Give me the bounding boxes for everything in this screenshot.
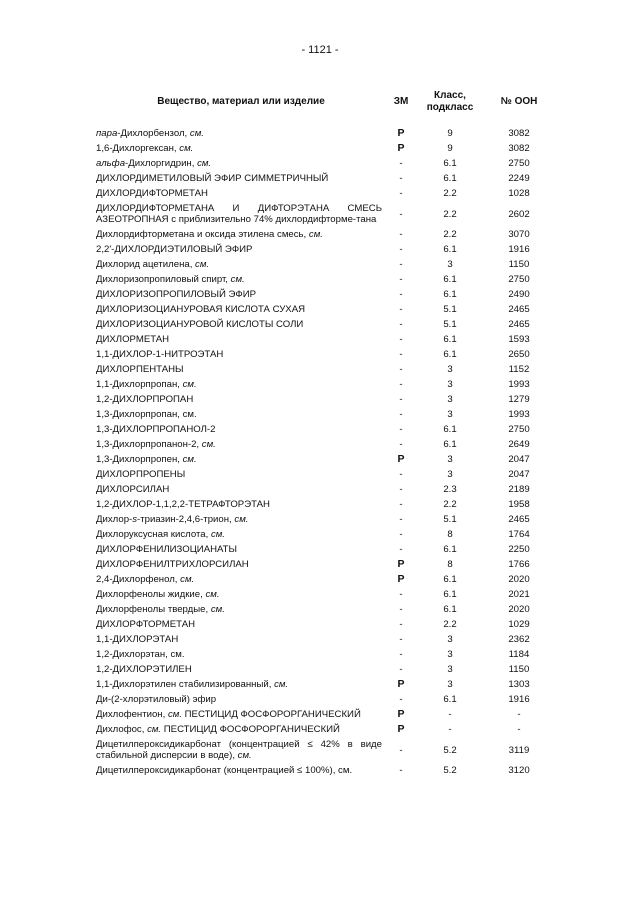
table-row xyxy=(96,707,554,722)
marine-pollutant-cell: - xyxy=(399,304,403,315)
substance-name xyxy=(96,332,386,347)
marine-pollutant-cell: P xyxy=(397,142,405,154)
un-number-cell: 1993 xyxy=(508,409,530,420)
table-row xyxy=(96,302,554,317)
un-number-cell: 2465 xyxy=(508,304,530,315)
un-number-cell: 2047 xyxy=(508,469,530,480)
class-cell: 6.1 xyxy=(443,173,457,184)
un-number-cell: - xyxy=(517,724,521,735)
substance-name-part: см. xyxy=(205,589,220,600)
un-number-cell: 1184 xyxy=(508,649,530,660)
table-row xyxy=(96,722,554,737)
substance-name xyxy=(96,437,386,452)
class-cell: 6.1 xyxy=(443,544,457,555)
class-cell: 6.1 xyxy=(443,334,457,345)
substance-name xyxy=(96,156,386,171)
un-number-cell: 2750 xyxy=(508,158,530,169)
table-row xyxy=(96,527,554,542)
substance-name-part: ДИХЛОРИЗОЦИАНУРОВАЯ КИСЛОТА СУХАЯ xyxy=(96,304,306,315)
marine-pollutant-cell: P xyxy=(397,127,405,139)
marine-pollutant-cell: P xyxy=(397,723,405,735)
un-number-cell: 1916 xyxy=(508,694,530,705)
class-cell: 6.1 xyxy=(443,274,457,285)
substance-name xyxy=(96,763,386,778)
substance-name xyxy=(96,317,386,332)
marine-pollutant-cell: - xyxy=(399,319,403,330)
substance-name-part: Дихлорфенолы твердые, xyxy=(96,604,211,615)
substance-name xyxy=(96,141,386,156)
un-number-cell: 3070 xyxy=(508,229,530,240)
substance-name-part: см. xyxy=(234,514,249,525)
table-row xyxy=(96,692,554,707)
substance-name-part: s xyxy=(132,514,138,525)
substance-name xyxy=(96,302,386,317)
substance-name-part: Дихлофентион, xyxy=(96,709,168,720)
substance-name xyxy=(96,557,386,572)
marine-pollutant-cell: - xyxy=(399,765,403,776)
un-number-cell: 1916 xyxy=(508,244,530,255)
marine-pollutant-cell: P xyxy=(397,708,405,720)
substance-name-part: -триазин-2,4,6-трион, xyxy=(137,514,235,525)
substances-table xyxy=(96,82,554,778)
marine-pollutant-cell: - xyxy=(399,649,403,660)
table-row xyxy=(96,362,554,377)
substance-name xyxy=(96,572,386,587)
un-number-cell: 1764 xyxy=(508,529,530,540)
substance-name-part: см. xyxy=(237,750,252,761)
marine-pollutant-cell: - xyxy=(399,394,403,405)
un-number-cell: 2750 xyxy=(508,274,530,285)
substance-name-part: ДИХЛОРПЕНТАНЫ xyxy=(96,364,184,375)
substance-name-part: -Дихлоргидрин, xyxy=(125,158,198,169)
substance-name xyxy=(96,677,386,692)
substance-name xyxy=(96,497,386,512)
substance-name xyxy=(96,632,386,647)
class-cell: 3 xyxy=(447,394,453,405)
un-number-cell: 1150 xyxy=(508,259,530,270)
substance-name-part: ДИХЛОРИЗОЦИАНУРОВОЙ КИСЛОТЫ СОЛИ xyxy=(96,319,304,330)
table-row xyxy=(96,662,554,677)
marine-pollutant-cell: - xyxy=(399,499,403,510)
table-row xyxy=(96,377,554,392)
marine-pollutant-cell: P xyxy=(397,573,405,585)
marine-pollutant-cell: - xyxy=(399,229,403,240)
un-number-cell: 1593 xyxy=(508,334,530,345)
table-row xyxy=(96,482,554,497)
substance-name xyxy=(96,692,386,707)
un-number-cell: 1152 xyxy=(508,364,530,375)
un-number-cell: 2021 xyxy=(508,589,530,600)
substance-name-part: см. xyxy=(195,259,210,270)
un-number-cell: 1303 xyxy=(508,679,530,690)
un-number-cell: 2649 xyxy=(508,439,530,450)
marine-pollutant-cell: P xyxy=(397,558,405,570)
table-row xyxy=(96,407,554,422)
marine-pollutant-cell: - xyxy=(399,484,403,495)
un-number-cell: 2249 xyxy=(508,173,530,184)
class-cell: 9 xyxy=(447,143,453,154)
marine-pollutant-cell: - xyxy=(399,514,403,525)
marine-pollutant-cell: P xyxy=(397,453,405,465)
table-row xyxy=(96,156,554,171)
marine-pollutant-cell: - xyxy=(399,188,403,199)
substance-name-part: см. xyxy=(167,709,182,720)
marine-pollutant-cell: - xyxy=(399,694,403,705)
table-row xyxy=(96,602,554,617)
substance-name-part: 1,2-Дихлорэтан, см. xyxy=(96,649,185,660)
marine-pollutant-cell: - xyxy=(399,604,403,615)
substance-name-part: 1,6-Дихлоргексан, xyxy=(96,143,180,154)
marine-pollutant-cell: - xyxy=(399,544,403,555)
un-number-cell: 1150 xyxy=(508,664,530,675)
substance-name xyxy=(96,452,386,467)
substance-name-part: Дихлордифторметана и оксида этилена смесь, xyxy=(96,229,309,240)
un-number-cell: 2465 xyxy=(508,319,530,330)
substance-name xyxy=(96,617,386,632)
marine-pollutant-cell: - xyxy=(399,439,403,450)
substance-name-part: ДИХЛОРМЕТАН xyxy=(96,334,170,345)
table-row xyxy=(96,317,554,332)
un-number-cell: 2250 xyxy=(508,544,530,555)
substance-name xyxy=(96,542,386,557)
marine-pollutant-cell: - xyxy=(399,379,403,390)
marine-pollutant-cell: - xyxy=(399,664,403,675)
substance-name-part: Дихлорид ацетилена, xyxy=(96,259,196,270)
substance-name xyxy=(96,186,386,201)
substance-name xyxy=(96,392,386,407)
substance-name-part: 1,3-Дихлорпропен, xyxy=(96,454,183,465)
class-cell: 8 xyxy=(447,529,453,540)
substance-name-part: ДИХЛОРФЕНИЛИЗОЦИАНАТЫ xyxy=(96,544,238,555)
substance-name-part: см. xyxy=(182,379,197,390)
class-cell: - xyxy=(448,724,452,735)
substance-name-part: ДИХЛОРСИЛАН xyxy=(96,484,170,495)
substance-name-part: ДИХЛОРФЕНИЛТРИХЛОРСИЛАН xyxy=(96,559,249,570)
class-cell: 6.1 xyxy=(443,604,457,615)
marine-pollutant-cell: - xyxy=(399,244,403,255)
table-row xyxy=(96,227,554,242)
table-row xyxy=(96,186,554,201)
substance-name-part: см. xyxy=(210,604,225,615)
substance-name-part: ДИХЛОРДИФТОРМЕТАНА И ДИФТОРЭТАНА СМЕСЬ АЗЕОТРОПНАЯ с приблизительно 74% дихлордифторме-тана xyxy=(96,203,382,225)
class-cell: 8 xyxy=(447,559,453,570)
class-cell: 6.1 xyxy=(443,439,457,450)
un-number-cell: 2047 xyxy=(508,454,530,465)
substance-name-part: Дихлор- xyxy=(96,514,133,525)
class-cell: 5.1 xyxy=(443,304,457,315)
header-class-line2: подкласс xyxy=(426,102,474,113)
substance-name-part: ДИХЛОРДИМЕТИЛОВЫЙ ЭФИР СИММЕТРИЧНЫЙ xyxy=(96,173,329,184)
substance-name xyxy=(96,527,386,542)
substance-name xyxy=(96,422,386,437)
table-row xyxy=(96,332,554,347)
table-row xyxy=(96,171,554,186)
marine-pollutant-cell: - xyxy=(399,349,403,360)
substance-name-part: ДИХЛОРПРОПЕНЫ xyxy=(96,469,186,480)
un-number-cell: 2362 xyxy=(508,634,530,645)
class-cell: 6.1 xyxy=(443,574,457,585)
substance-name-part: ДИХЛОРФТОРМЕТАН xyxy=(96,619,196,630)
header-marine-pollutant: ЗМ xyxy=(393,96,409,107)
table-row xyxy=(96,647,554,662)
page-number: - 1121 - xyxy=(301,44,339,56)
un-number-cell: 2650 xyxy=(508,349,530,360)
substance-name xyxy=(96,602,386,617)
marine-pollutant-cell: - xyxy=(399,334,403,345)
class-cell: 6.1 xyxy=(443,158,457,169)
substance-name-part: Дихлофос, xyxy=(96,724,148,735)
marine-pollutant-cell: - xyxy=(399,619,403,630)
class-cell: 3 xyxy=(447,634,453,645)
substance-name-part: см. xyxy=(189,128,204,139)
substance-name-part: см. xyxy=(274,679,289,690)
substance-name-part: 1,3-Дихлорпропанон-2, xyxy=(96,439,202,450)
substance-name-part: Дихлорфенолы жидкие, xyxy=(96,589,206,600)
table-row xyxy=(96,763,554,778)
un-number-cell: 3082 xyxy=(508,143,530,154)
substance-name-part: -Дихлорбензол, xyxy=(117,128,190,139)
substance-name-part: ПЕСТИЦИД ФОСФОРОРГАНИЧЕСКИЙ xyxy=(182,709,361,720)
table-row xyxy=(96,242,554,257)
header-substance: Вещество, материал или изделие xyxy=(157,96,325,107)
substance-name xyxy=(96,377,386,392)
substance-name-part: ПЕСТИЦИД ФОСФОРОРГАНИЧЕСКИЙ xyxy=(161,724,340,735)
class-cell: 6.1 xyxy=(443,589,457,600)
un-number-cell: 3082 xyxy=(508,128,530,139)
un-number-cell: 1028 xyxy=(508,188,530,199)
substance-name-part: Дицетилпероксидикарбонат (концентрацией ≤ 42% в виде стабильной дисперсии в воде), xyxy=(96,739,382,761)
table-row xyxy=(96,141,554,156)
substance-name xyxy=(96,242,386,257)
substance-name-part: Дихлоризопропиловый спирт, xyxy=(96,274,231,285)
class-cell: 3 xyxy=(447,679,453,690)
class-cell: 6.1 xyxy=(443,424,457,435)
class-cell: 6.1 xyxy=(443,694,457,705)
marine-pollutant-cell: - xyxy=(399,589,403,600)
substance-name xyxy=(96,227,386,242)
substance-name-part: см. xyxy=(210,529,225,540)
table-row xyxy=(96,272,554,287)
table-body xyxy=(96,126,554,778)
class-cell: 2.2 xyxy=(443,208,457,220)
class-cell: 6.1 xyxy=(443,244,457,255)
substance-name-part: ДИХЛОРДИФТОРМЕТАН xyxy=(96,188,208,199)
table-row xyxy=(96,677,554,692)
substance-name xyxy=(96,407,386,422)
substance-name-part: альфа xyxy=(96,158,126,169)
un-number-cell: 1029 xyxy=(508,619,530,630)
table-row xyxy=(96,347,554,362)
marine-pollutant-cell: - xyxy=(399,364,403,375)
un-number-cell: 1958 xyxy=(508,499,530,510)
substance-name-part: 1,1-ДИХЛОРЭТАН xyxy=(96,634,179,645)
substance-name-part: 1,2-ДИХЛОРЭТИЛЕН xyxy=(96,664,192,675)
substance-name xyxy=(96,272,386,287)
substance-name xyxy=(96,362,386,377)
class-cell: 2.2 xyxy=(443,229,457,240)
substance-name xyxy=(96,662,386,677)
class-cell: 6.1 xyxy=(443,289,457,300)
class-cell: 5.2 xyxy=(443,744,457,756)
class-cell: 2.2 xyxy=(443,619,457,630)
class-cell: 3 xyxy=(447,379,453,390)
class-cell: 3 xyxy=(447,649,453,660)
table-row xyxy=(96,737,554,763)
substance-name xyxy=(96,737,386,763)
substance-name-part: 1,1-ДИХЛОР-1-НИТРОЭТАН xyxy=(96,349,224,360)
class-cell: 5.1 xyxy=(443,319,457,330)
class-cell: 9 xyxy=(447,128,453,139)
class-cell: 3 xyxy=(447,259,453,270)
substance-name xyxy=(96,647,386,662)
substance-name-part: см. xyxy=(197,158,212,169)
marine-pollutant-cell: - xyxy=(399,208,403,220)
class-cell: 3 xyxy=(447,454,453,465)
table-row xyxy=(96,617,554,632)
table-row xyxy=(96,497,554,512)
marine-pollutant-cell: - xyxy=(399,634,403,645)
substance-name-part: см. xyxy=(230,274,245,285)
substance-name xyxy=(96,287,386,302)
substance-name xyxy=(96,722,386,737)
substance-name-part: см. xyxy=(201,439,216,450)
class-cell: 5.1 xyxy=(443,514,457,525)
marine-pollutant-cell: - xyxy=(399,469,403,480)
substance-name-part: см. xyxy=(147,724,162,735)
substance-name xyxy=(96,126,386,141)
table-row xyxy=(96,542,554,557)
un-number-cell: 2490 xyxy=(508,289,530,300)
substance-name-part: ДИХЛОРИЗОПРОПИЛОВЫЙ ЭФИР xyxy=(96,289,257,300)
marine-pollutant-cell: - xyxy=(399,158,403,169)
substance-name-part: 1,2-ДИХЛОРПРОПАН xyxy=(96,394,194,405)
substance-name-part: 1,1-Дихлорпропан, xyxy=(96,379,183,390)
un-number-cell: 3119 xyxy=(508,744,530,756)
marine-pollutant-cell: - xyxy=(399,274,403,285)
substance-name-part: 1,2-ДИХЛОР-1,1,2,2-ТЕТРАФТОРЭТАН xyxy=(96,499,270,510)
substance-name xyxy=(96,171,386,186)
table-row xyxy=(96,587,554,602)
class-cell: 2.2 xyxy=(443,188,457,199)
table-row xyxy=(96,437,554,452)
un-number-cell: 1766 xyxy=(508,559,530,570)
un-number-cell: 2465 xyxy=(508,514,530,525)
class-cell: 2.2 xyxy=(443,499,457,510)
un-number-cell: 1279 xyxy=(508,394,530,405)
table-row xyxy=(96,452,554,467)
table-row xyxy=(96,422,554,437)
header-class-line1: Класс, xyxy=(434,90,466,101)
un-number-cell: 3120 xyxy=(508,765,530,776)
substance-name-part: Дихлоруксусная кислота, xyxy=(96,529,211,540)
table-row xyxy=(96,287,554,302)
un-number-cell: 2750 xyxy=(508,424,530,435)
table-row xyxy=(96,632,554,647)
un-number-cell: 2189 xyxy=(508,484,530,495)
class-cell: 3 xyxy=(447,469,453,480)
class-cell: 2.3 xyxy=(443,484,457,495)
marine-pollutant-cell: - xyxy=(399,289,403,300)
table-row xyxy=(96,467,554,482)
substance-name-part: см. xyxy=(180,574,195,585)
table-row xyxy=(96,201,554,227)
table-row xyxy=(96,512,554,527)
table-header-row xyxy=(96,82,554,126)
header-un-number: № ООН xyxy=(500,96,538,107)
substance-name-part: 1,3-Дихлорпропан, см. xyxy=(96,409,197,420)
substance-name xyxy=(96,467,386,482)
marine-pollutant-cell: - xyxy=(399,259,403,270)
substance-name xyxy=(96,707,386,722)
un-number-cell: 1993 xyxy=(508,379,530,390)
substance-name-part: Дицетилпероксидикарбонат (концентрацией ≤ 100%), см. xyxy=(96,765,353,776)
table-row xyxy=(96,572,554,587)
marine-pollutant-cell: - xyxy=(399,173,403,184)
table-row xyxy=(96,392,554,407)
substance-name xyxy=(96,587,386,602)
un-number-cell: 2020 xyxy=(508,574,530,585)
substance-name xyxy=(96,201,386,227)
class-cell: 3 xyxy=(447,664,453,675)
un-number-cell: 2020 xyxy=(508,604,530,615)
un-number-cell: 2602 xyxy=(508,208,530,220)
class-cell: 5.2 xyxy=(443,765,457,776)
substance-name-part: Ди-(2-хлорэтиловый) эфир xyxy=(96,694,217,705)
substance-name-part: см. xyxy=(179,143,194,154)
substance-name-part: 2,2'-ДИХЛОРДИЭТИЛОВЫЙ ЭФИР xyxy=(96,244,253,255)
marine-pollutant-cell: P xyxy=(397,678,405,690)
table-row xyxy=(96,126,554,141)
marine-pollutant-cell: - xyxy=(399,409,403,420)
table-row xyxy=(96,557,554,572)
substance-name xyxy=(96,482,386,497)
class-cell: 3 xyxy=(447,409,453,420)
class-cell: 6.1 xyxy=(443,349,457,360)
marine-pollutant-cell: - xyxy=(399,424,403,435)
class-cell: - xyxy=(448,709,452,720)
substance-name xyxy=(96,347,386,362)
substance-name-part: 2,4-Дихлорфенол, xyxy=(96,574,181,585)
table-row xyxy=(96,257,554,272)
substance-name xyxy=(96,512,386,527)
un-number-cell: - xyxy=(517,709,521,720)
substance-name-part: см. xyxy=(308,229,323,240)
substance-name-part: 1,1-Дихлорэтилен стабилизированный, xyxy=(96,679,275,690)
marine-pollutant-cell: - xyxy=(399,744,403,756)
marine-pollutant-cell: - xyxy=(399,529,403,540)
header-class xyxy=(416,82,484,126)
substance-name-part: пара xyxy=(96,128,118,139)
substance-name-part: см. xyxy=(182,454,197,465)
substance-name-part: 1,3-ДИХЛОРПРОПАНОЛ-2 xyxy=(96,424,216,435)
substance-name xyxy=(96,257,386,272)
class-cell: 3 xyxy=(447,364,453,375)
